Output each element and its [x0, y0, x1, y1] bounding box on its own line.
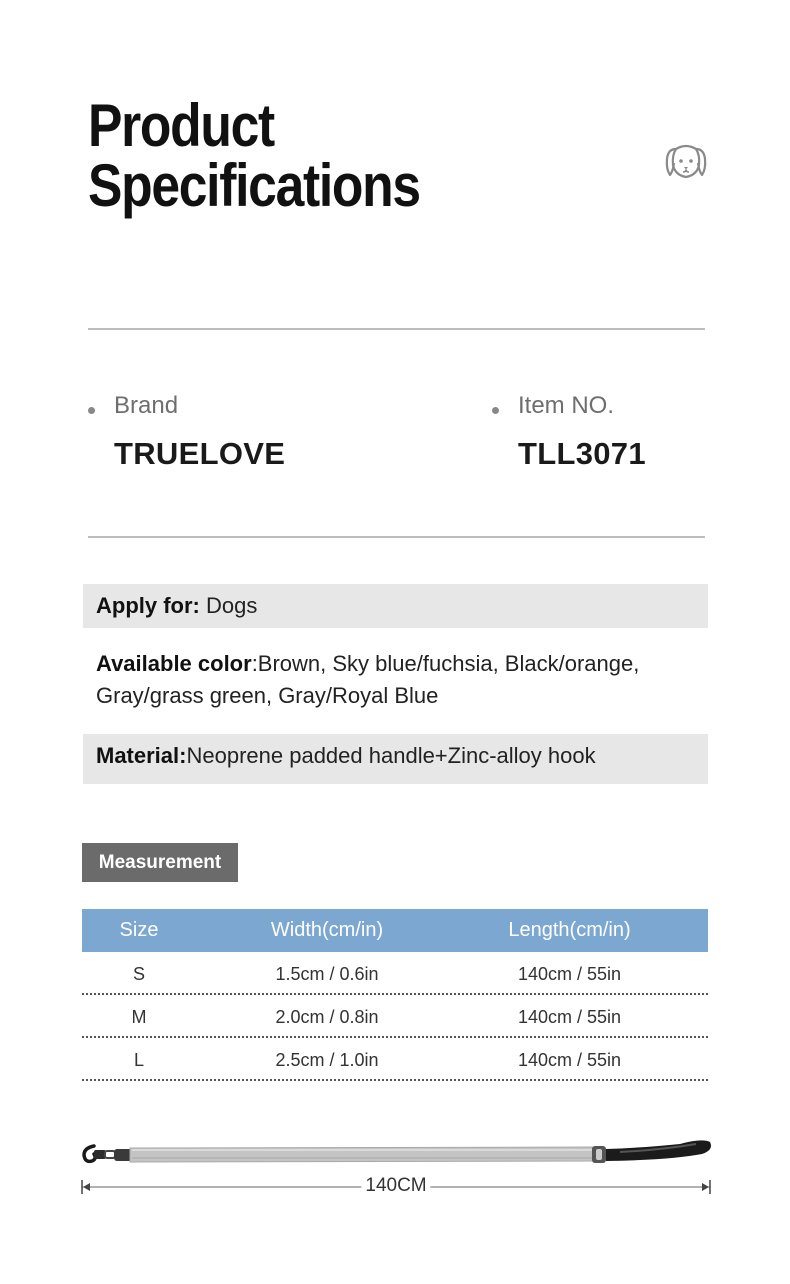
dimension-label-wrap	[80, 1174, 712, 1200]
cell-width: 2.5cm / 1.0in	[275, 1050, 379, 1070]
available-color-value: :Brown, Sky blue/fuchsia, Black/orange,	[251, 651, 640, 676]
apply-for-row	[83, 584, 708, 628]
cell-size: S	[132, 964, 145, 984]
header-length: Length(cm/in)	[508, 919, 631, 941]
divider-top	[88, 328, 705, 330]
cell-length: 140cm / 55in	[517, 964, 622, 984]
measurement-tag: Measurement	[82, 843, 238, 882]
cell-size: L	[133, 1050, 144, 1070]
page-title-line-1: Product	[88, 92, 274, 159]
spec-brand-label: Brand	[114, 392, 179, 419]
material-row	[83, 734, 708, 784]
cell-length: 140cm / 55in	[517, 1050, 622, 1070]
spec-item-label: Item NO.	[518, 392, 615, 419]
table-row	[82, 952, 708, 995]
available-color-value-line2: Gray/grass green, Gray/Royal Blue	[96, 683, 439, 708]
material-label: Material:	[96, 743, 187, 768]
cell-length: 140cm / 55in	[517, 1007, 622, 1027]
available-color-row	[83, 648, 708, 712]
table-header	[82, 909, 708, 952]
cell-width: 1.5cm / 0.6in	[275, 964, 379, 984]
table-row	[82, 1038, 708, 1081]
cell-size: M	[131, 1007, 147, 1027]
apply-for-value: Dogs	[199, 593, 258, 618]
page-title	[88, 92, 420, 219]
measurement-table	[82, 909, 708, 1081]
divider-bottom	[88, 536, 705, 538]
dimension-label: 140CM	[361, 1174, 430, 1198]
material-value: Neoprene padded handle+Zinc-alloy hook	[186, 743, 596, 768]
bullet-icon	[88, 407, 95, 414]
spec-item-value: TLL3071	[518, 436, 646, 471]
cell-width: 2.0cm / 0.8in	[275, 1007, 379, 1027]
bullet-icon	[492, 407, 499, 414]
apply-for-label: Apply for:	[96, 593, 200, 618]
header-width: Width(cm/in)	[270, 919, 384, 941]
spec-brand-value: TRUELOVE	[114, 436, 286, 471]
header-size: Size	[119, 919, 159, 941]
available-color-label: Available color	[96, 651, 252, 676]
page-title-line-2: Specifications	[88, 152, 420, 219]
leash-icon	[80, 1130, 714, 1175]
dog-face-icon	[664, 141, 708, 181]
table-row	[82, 995, 708, 1038]
